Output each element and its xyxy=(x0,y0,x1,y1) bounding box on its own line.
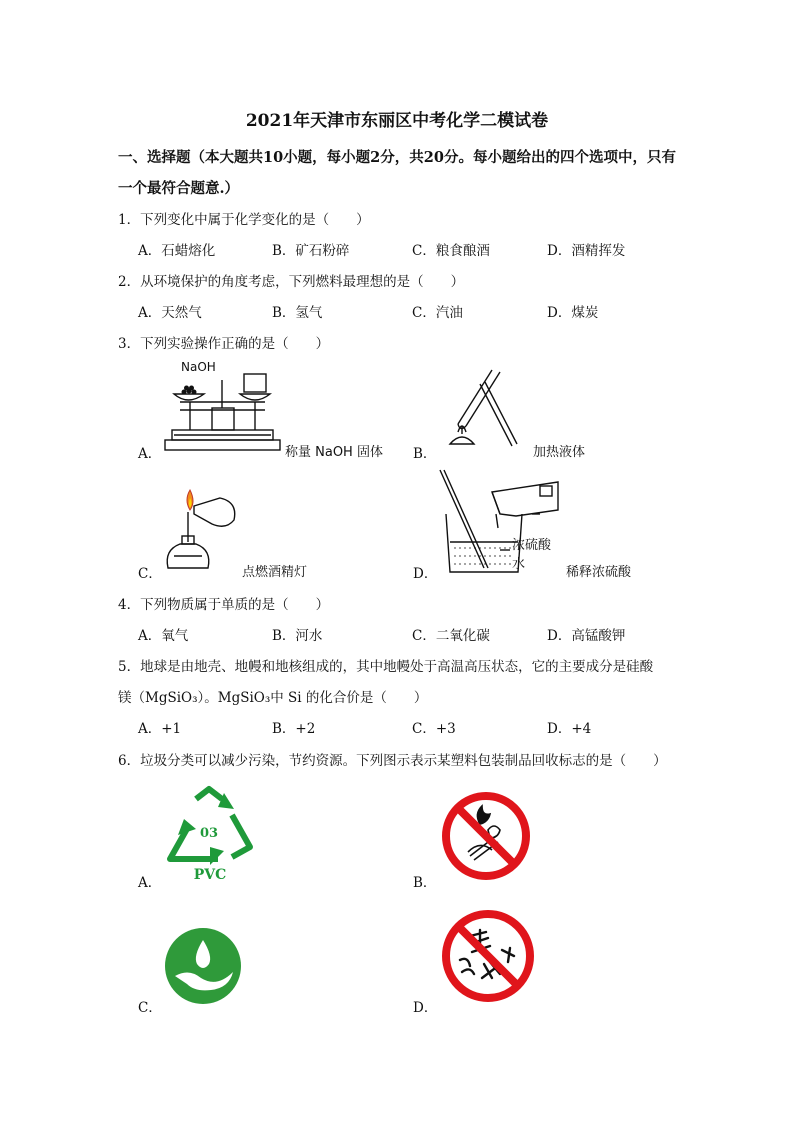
q4-option-c: C．二氧化碳 xyxy=(412,628,490,644)
water-label: 水 xyxy=(512,557,526,572)
q4-option-a: A．氧气 xyxy=(138,628,189,644)
q3-caption-c: 点燃酒精灯 xyxy=(242,565,308,580)
q3-caption-b: 加热液体 xyxy=(533,445,586,460)
question-5-stem: 5．地球是由地壳、地幔和地核组成的，其中地幔处于高温高压状态，它的主要成分是硅酸 xyxy=(118,659,654,675)
q3-option-b: B． xyxy=(413,446,437,462)
q2-option-b: B．氢气 xyxy=(272,305,323,321)
question-6-stem: 6．垃圾分类可以减少污染，节约资源。下列图示表示某塑料包装制品回收标志的是（ ） xyxy=(118,753,667,769)
q3-caption-a: 称量 NaOH 固体 xyxy=(285,445,383,460)
q4-option-b: B．河水 xyxy=(272,628,323,644)
q1-option-b: B．矿石粉碎 xyxy=(272,243,350,259)
q5-option-b: B．+2 xyxy=(272,721,316,737)
question-5-stem-cont: 镁（MgSiO₃）。MgSiO₃中 Si 的化合价是（ ） xyxy=(118,690,428,706)
no-smoking-icon xyxy=(440,908,536,1004)
question-2-stem: 2．从环境保护的角度考虑，下列燃料最理想的是（ ） xyxy=(118,274,465,290)
q3-option-d: D． xyxy=(413,566,438,582)
no-fire-icon xyxy=(440,790,532,882)
acid-dilution-icon xyxy=(440,468,570,578)
recycle-material: PVC xyxy=(193,867,227,883)
question-1-stem: 1．下列变化中属于化学变化的是（ ） xyxy=(118,212,370,228)
q1-option-d: D．酒精挥发 xyxy=(547,243,626,259)
q1-option-a: A．石蜡熔化 xyxy=(138,243,216,259)
section-heading: 一、选择题（本大题共10小题，每小题2分，共20分。每小题给出的四个选项中，只有 xyxy=(118,149,676,166)
q6-option-a: A． xyxy=(138,875,162,891)
q6-option-d: D． xyxy=(413,1000,438,1016)
acid-label: 浓硫酸 xyxy=(512,538,552,553)
recycle-code: 03 xyxy=(199,826,219,841)
section-heading-cont: 一个最符合题意.） xyxy=(118,180,240,197)
page-title: 2021年天津市东丽区中考化学二模试卷 xyxy=(245,111,549,131)
q3-caption-d: 稀释浓硫酸 xyxy=(566,565,632,580)
alcohol-lamp-lighting-icon xyxy=(160,484,245,574)
q1-option-c: C．粮食酿酒 xyxy=(412,243,490,259)
q6-option-c: C． xyxy=(138,1000,162,1016)
question-3-stem: 3．下列实验操作正确的是（ ） xyxy=(118,336,330,352)
q6-option-b: B． xyxy=(413,875,437,891)
q2-option-a: A．天然气 xyxy=(138,305,202,321)
q5-option-c: C．+3 xyxy=(412,721,456,737)
recycle-pvc-icon xyxy=(162,785,256,863)
question-4-stem: 4．下列物质属于单质的是（ ） xyxy=(118,597,330,613)
q2-option-d: D．煤炭 xyxy=(547,305,599,321)
test-tube-heating-icon xyxy=(440,362,520,460)
q3-option-a: A． xyxy=(138,446,162,462)
balance-icon xyxy=(160,358,285,458)
water-saving-icon xyxy=(163,926,243,1006)
q3-option-c: C． xyxy=(138,566,162,582)
balance-naoh-label: NaOH xyxy=(181,360,216,374)
q5-option-a: A．+1 xyxy=(138,721,182,737)
q4-option-d: D．高锰酸钾 xyxy=(547,628,626,644)
q5-option-d: D．+4 xyxy=(547,721,592,737)
q2-option-c: C．汽油 xyxy=(412,305,463,321)
